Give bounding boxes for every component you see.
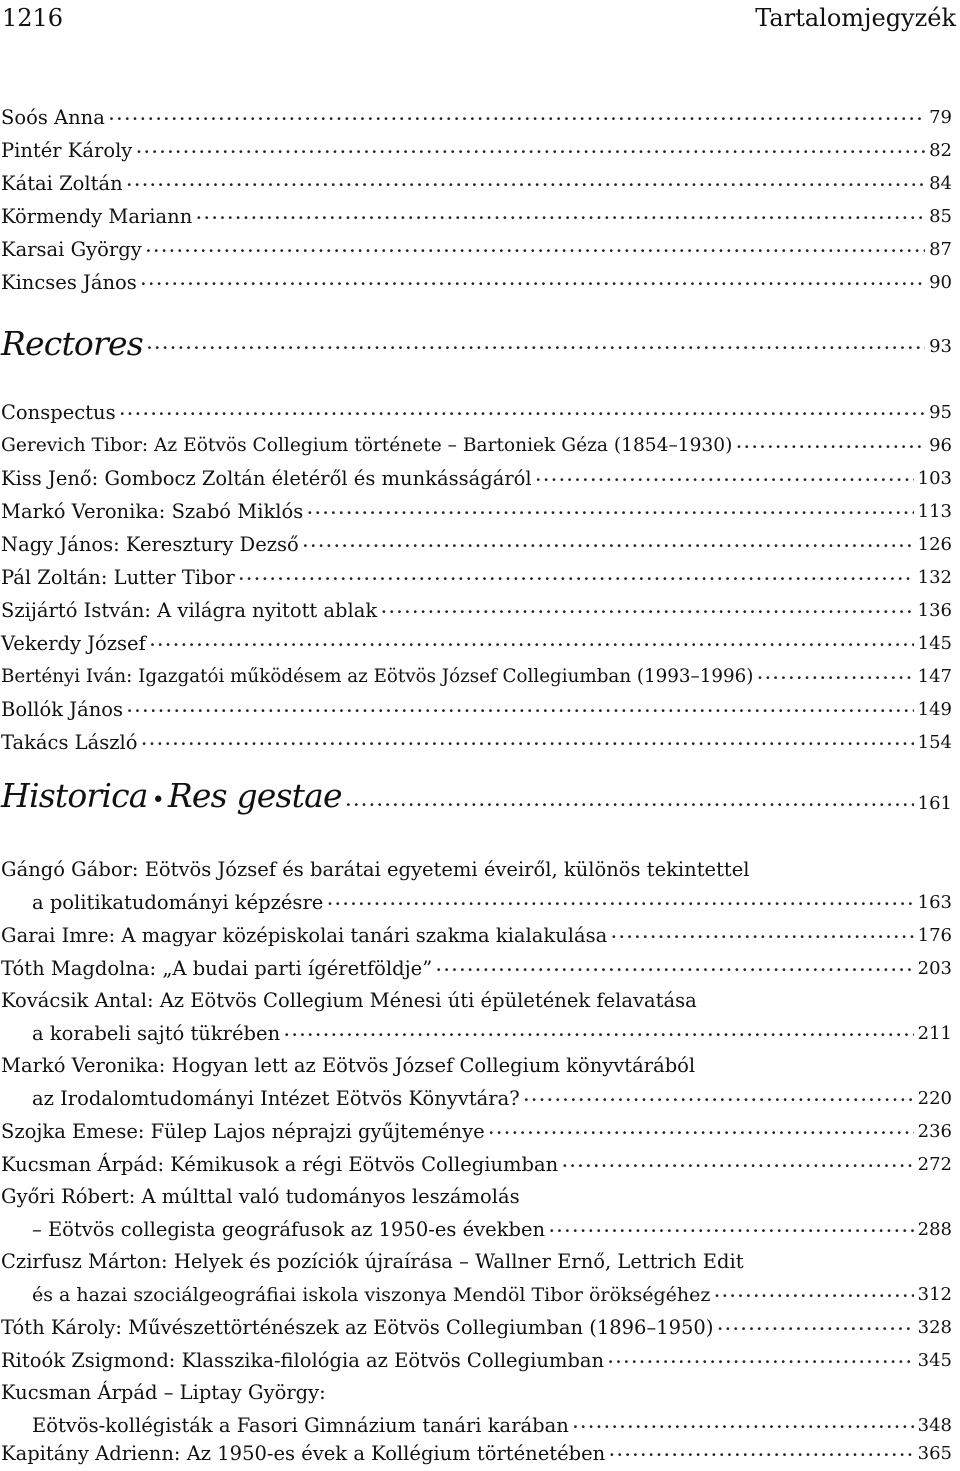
toc-entry[interactable] xyxy=(0,916,952,949)
toc-entry[interactable] xyxy=(0,1112,952,1145)
leader-dots xyxy=(562,1160,913,1172)
toc-entry-title-line2: a politikatudományi képzésre xyxy=(32,891,324,914)
toc-entry[interactable] xyxy=(0,492,952,525)
toc-entry-title-line2: a korabeli sajtó tükrében xyxy=(32,1022,281,1045)
leader-dots xyxy=(109,113,925,125)
leader-dots xyxy=(120,408,926,420)
toc-entry-title: Vekerdy József xyxy=(1,632,146,655)
toc-entry[interactable] xyxy=(0,525,952,558)
toc-entry-page: 312 xyxy=(917,1284,952,1305)
toc-entry-page: 103 xyxy=(917,468,952,489)
toc-entry[interactable] xyxy=(0,982,952,1047)
leader-dots xyxy=(381,606,913,618)
toc-entry[interactable] xyxy=(0,131,952,164)
section-title: Rectores xyxy=(1,324,143,363)
toc-entry[interactable] xyxy=(0,263,952,296)
running-title: Tartalomjegyzék xyxy=(755,4,956,32)
leader-dots xyxy=(307,507,913,519)
toc-entry[interactable] xyxy=(0,98,952,131)
toc-entry-title-line1: Gángó Gábor: Eötvös József és barátai egyetemi éveiről, különös tekintettel xyxy=(1,858,750,881)
leader-dots xyxy=(609,1449,913,1461)
leader-dots xyxy=(303,540,914,552)
toc-entry-page: 82 xyxy=(929,140,952,161)
toc-entry-page: 176 xyxy=(917,925,952,946)
leader-dots xyxy=(736,441,925,453)
toc-entry-title: Kucsman Árpád: Kémikusok a régi Eötvös Collegiumban xyxy=(1,1153,559,1176)
toc-entry[interactable] xyxy=(0,197,952,230)
toc-entry-page: 211 xyxy=(917,1023,952,1044)
leader-dots xyxy=(146,245,925,257)
toc-entry[interactable] xyxy=(0,1341,952,1374)
toc-entry-title-line2: Eötvös-kollégisták a Fasori Gimnázium tanári karában xyxy=(32,1414,569,1437)
leader-dots xyxy=(127,705,914,717)
toc-entry[interactable] xyxy=(0,591,952,624)
toc-entry-title: Gerevich Tibor: Az Eötvös Collegium története – Bartoniek Géza (1854–1930) xyxy=(1,435,733,456)
leader-dots xyxy=(611,931,913,943)
toc-entry-page: 348 xyxy=(917,1415,952,1436)
toc-entry-title: Tóth Magdolna: „A budai parti ígéretföldje” xyxy=(1,957,433,980)
page-number: 1216 xyxy=(2,4,64,32)
leader-dots xyxy=(136,146,925,158)
toc-entry-title-line1: Markó Veronika: Hogyan lett az Eötvös József Collegium könyvtárából xyxy=(1,1054,696,1077)
toc-entry[interactable] xyxy=(0,723,952,756)
toc-entry-title: Nagy János: Keresztury Dezső xyxy=(1,533,299,556)
toc-entry[interactable] xyxy=(0,230,952,263)
toc-entry-title-line1: Győri Róbert: A múlttal való tudományos leszámolás xyxy=(1,1185,520,1208)
toc-entry-page: 163 xyxy=(917,892,952,913)
toc-entry-title: Kapitány Adrienn: Az 1950-es évek a Kollégium történetében xyxy=(1,1442,606,1465)
toc-entry-page: 126 xyxy=(917,534,952,555)
section-title-part-b: Res gestae xyxy=(167,776,342,815)
toc-entry[interactable] xyxy=(0,657,952,690)
toc-entry-title: Kiss Jenő: Gombocz Zoltán életéről és munkásságáról xyxy=(1,467,532,490)
leader-dots xyxy=(196,212,925,224)
toc-entry[interactable] xyxy=(0,624,952,657)
toc-entry[interactable] xyxy=(0,949,952,982)
leader-dots xyxy=(608,1356,914,1368)
toc-entry-title: Szojka Emese: Fülep Lajos néprajzi gyűjteménye xyxy=(1,1120,485,1143)
leader-dots xyxy=(524,1094,914,1106)
toc-entry-page: 288 xyxy=(917,1219,952,1240)
toc-entry-title: Markó Veronika: Szabó Miklós xyxy=(1,500,304,523)
toc-entry-title: Takács László xyxy=(1,731,138,754)
toc-entry-page: 85 xyxy=(929,206,952,227)
toc-entry-page: 132 xyxy=(917,567,952,588)
toc-entry-page: 87 xyxy=(929,239,952,260)
toc-entry-title-line1: Kovácsik Antal: Az Eötvös Collegium Ménesi úti épületének felavatása xyxy=(1,989,697,1012)
toc-entry-title-line2: az Irodalomtudományi Intézet Eötvös Könyvtára? xyxy=(32,1087,520,1110)
toc-entry[interactable] xyxy=(0,1178,952,1243)
toc-entry[interactable] xyxy=(0,1243,952,1308)
leader-dots xyxy=(757,672,913,684)
toc-entry-title: Conspectus xyxy=(1,401,116,424)
toc-entry-title: Garai Imre: A magyar középiskolai tanári szakma kialakulása xyxy=(1,924,608,947)
toc-entry-title: Bollók János xyxy=(1,698,124,721)
leader-dots xyxy=(327,898,913,910)
toc-entry-title: Soós Anna xyxy=(1,106,105,129)
toc-entry-title-line2: és a hazai szociálgeográfiai iskola viszonya Mendöl Tibor örökségéhez xyxy=(32,1284,711,1306)
toc-entry-title: Szijártó István: A világra nyitott ablak xyxy=(1,599,378,622)
section-title xyxy=(0,776,342,821)
toc-entry-title: Kátai Zoltán xyxy=(1,172,123,195)
toc-entry[interactable] xyxy=(0,1374,952,1439)
toc-entry-title-line2: – Eötvös collegista geográfusok az 1950-es években xyxy=(32,1218,546,1241)
toc-section-rectores[interactable] xyxy=(0,318,952,364)
toc-entry-page: 136 xyxy=(917,600,952,621)
toc-entry-page: 345 xyxy=(917,1350,952,1371)
toc-entry[interactable] xyxy=(0,851,952,916)
leader-dots xyxy=(147,342,925,354)
toc-entry-page: 154 xyxy=(917,732,952,753)
toc-entry-page: 328 xyxy=(917,1317,952,1338)
toc-entry-page: 149 xyxy=(917,699,952,720)
toc-entry-title: Pintér Károly xyxy=(1,139,133,162)
toc-entry-page: 220 xyxy=(917,1088,952,1109)
section-title-part-a: Historica xyxy=(1,776,148,815)
toc-entry[interactable] xyxy=(0,1145,952,1178)
toc-entry-page: 79 xyxy=(929,107,952,128)
toc-entry-page: 90 xyxy=(929,272,952,293)
toc-entry-title-line1: Czirfusz Márton: Helyek és pozíciók újraírása – Wallner Ernő, Lettrich Edit xyxy=(1,1250,744,1273)
toc-entry[interactable] xyxy=(0,558,952,591)
leader-dots xyxy=(717,1323,913,1335)
toc-entry[interactable] xyxy=(0,1437,952,1467)
toc-entry-page: 272 xyxy=(917,1154,952,1175)
toc-entry[interactable] xyxy=(0,393,952,426)
toc-entry-page: 365 xyxy=(917,1443,952,1464)
toc-entry-page: 203 xyxy=(917,958,952,979)
toc-entry[interactable] xyxy=(0,164,952,197)
toc-entry-page: 95 xyxy=(929,402,952,423)
leader-dots xyxy=(150,639,914,651)
leader-dots xyxy=(284,1029,914,1041)
leader-dots xyxy=(714,1290,913,1302)
toc-entry[interactable] xyxy=(0,690,952,723)
leader-dots xyxy=(536,474,914,486)
toc-entry-page: 145 xyxy=(917,633,952,654)
toc-entry-title: Ritoók Zsigmond: Klasszika-filológia az Eötvös Collegiumban xyxy=(1,1349,605,1372)
leader-dots xyxy=(549,1225,914,1237)
toc-entry[interactable] xyxy=(0,1047,952,1112)
toc-entry-title: Pál Zoltán: Lutter Tibor xyxy=(1,566,235,589)
leader-dots xyxy=(141,278,925,290)
toc-entry-page: 96 xyxy=(929,435,952,456)
toc-entry-title: Tóth Károly: Művészettörténészek az Eötvös Collegiumban (1896–1950) xyxy=(1,1316,714,1339)
leader-dots xyxy=(346,799,914,811)
toc-entry[interactable] xyxy=(0,426,952,459)
toc-entry-title: Kincses János xyxy=(1,271,137,294)
leader-dots xyxy=(489,1127,914,1139)
toc-entry[interactable] xyxy=(0,459,952,492)
toc-entry-page: 161 xyxy=(917,793,952,814)
toc-entry-page: 84 xyxy=(929,173,952,194)
toc-entry-title: Bertényi Iván: Igazgatói működésem az Eötvös József Collegiumban (1993–1996) xyxy=(1,666,754,687)
leader-dots xyxy=(573,1421,914,1433)
toc-entry-page: 236 xyxy=(917,1121,952,1142)
toc-entry-page: 147 xyxy=(917,666,952,687)
toc-entry-title: Körmendy Mariann xyxy=(1,205,193,228)
toc-entry-page: 93 xyxy=(929,336,952,357)
page-header xyxy=(0,4,958,36)
bullet-separator: • xyxy=(151,788,164,813)
toc-entry[interactable] xyxy=(0,1308,952,1341)
leader-dots xyxy=(239,573,914,585)
toc-entry-title: Karsai György xyxy=(1,238,142,261)
toc-section-historica[interactable] xyxy=(0,775,952,821)
leader-dots xyxy=(142,738,914,750)
leader-dots xyxy=(436,964,913,976)
toc-entry-page: 113 xyxy=(917,501,952,522)
toc-entry-title-line1: Kucsman Árpád – Liptay György: xyxy=(1,1381,326,1404)
leader-dots xyxy=(127,179,925,191)
